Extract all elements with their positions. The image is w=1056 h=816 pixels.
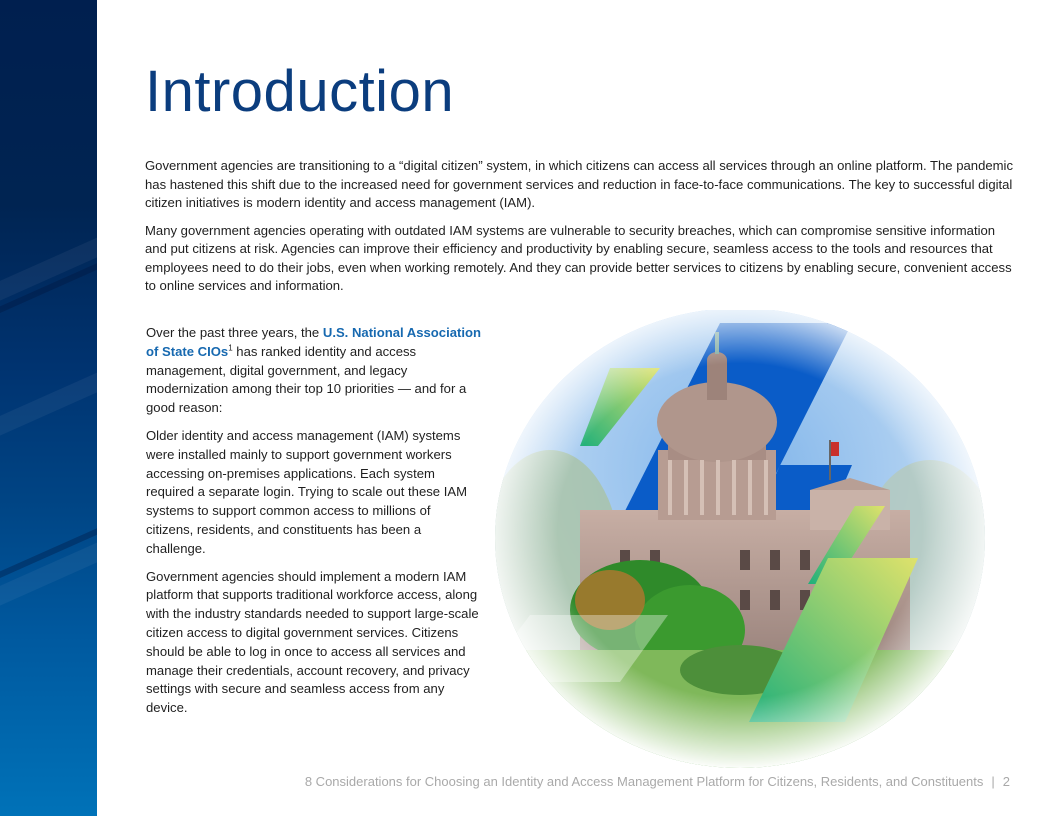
sidebar-decorative-bar [0,0,97,816]
page-footer [305,774,1010,789]
page-title: Introduction [145,59,455,124]
legacy-iam-paragraph: Older identity and access management (IAM) systems were installed mainly to support government workers accessing on-premises applications. Each system required a separate login. Trying to scale out these IAM systems to support common access to millions of citizens, residents, and constituents has been a challenge. [146,427,467,556]
nascio-link[interactable]: U.S. National Association of State CIOs [146,325,481,359]
hero-image [490,310,990,770]
footer-separator: | [991,774,995,789]
nascio-paragraph [146,324,481,418]
sidebar-stripe [0,358,97,440]
intro-paragraph: Many government agencies operating with outdated IAM systems are vulnerable to security breaches, which can compromise sensitive information and put citizens at risk. Agencies can improve their efficiency and productivity by enabling secure, seamless access to the tools and resources that employees need to do their jobs, even when working remotely. And they can provide better services to citizens by enabling secure, convenient access to online services and information. [145,222,1012,293]
intro-paragraph: Government agencies are transitioning to a “digital citizen” system, in which citizens can access all services through an online platform. The pandemic has hastened this shift due to the increased need for government services and reduction in face-to-face communications. The key to successful digital citizen initiatives is modern identity and access management (IAM). [145,158,1014,210]
footnote-ref[interactable]: 1 [228,343,233,353]
text-run: has ranked identity and access management, digital government, and legacy modernization among their top 10 priorities — and for a good reason: [146,343,467,416]
text-run: Over the past three years, the [146,325,323,340]
intro-section [145,157,1015,296]
page-number: 2 [1002,774,1010,789]
modern-iam-paragraph: Government agencies should implement a modern IAM platform that supports traditional workforce access, along with the industry standards needed to support large-scale citizen access to digital government services. Citizens should be able to log in once to access all services and manage their credentials, account recovery, and privacy settings with secure and seamless access from any device. [146,568,479,716]
sidebar-stripe [0,223,97,305]
footer-document-title: 8 Considerations for Choosing an Identity and Access Management Platform for Citizens, Residents, and Constituents [304,774,984,789]
left-column [146,324,481,718]
capitol-illustration [490,310,990,770]
